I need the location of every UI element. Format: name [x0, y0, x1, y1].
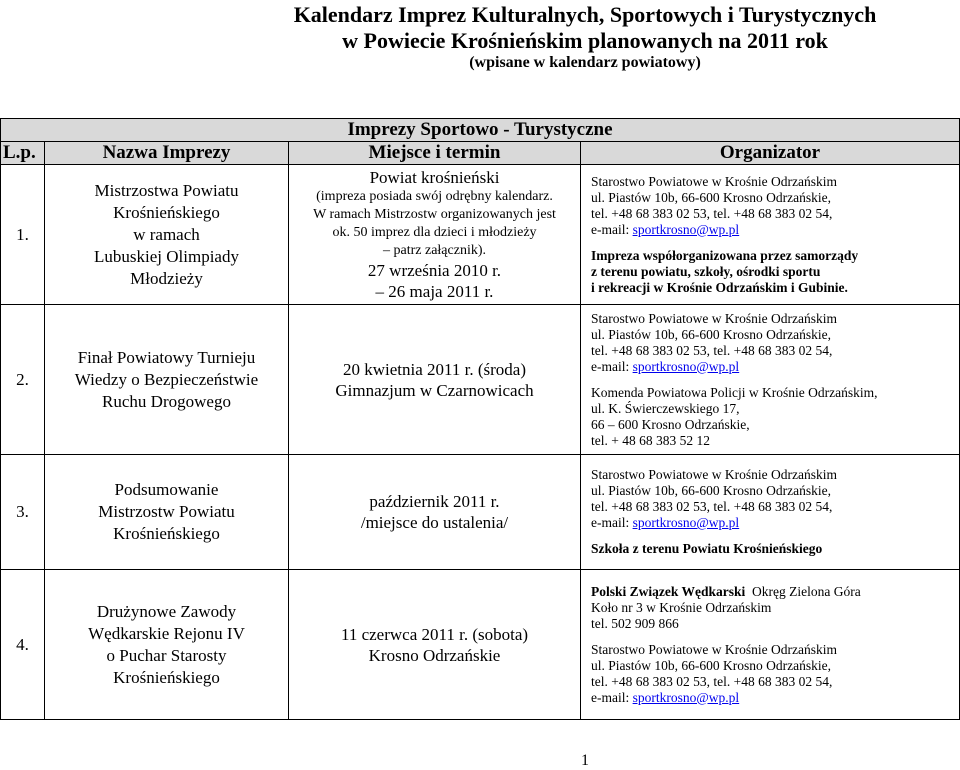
- events-table: [0, 118, 960, 720]
- org-line: ul. Piastów 10b, 66-600 Krosno Odrzańskie,: [591, 189, 831, 205]
- org-pzw-district: Okręg Zielona Góra: [745, 583, 861, 599]
- row-number: 2.: [1, 305, 45, 455]
- org-line: Komenda Powiatowa Policji w Krośnie Odrzańskim,: [591, 384, 878, 400]
- event-place: [289, 570, 581, 720]
- col-header-organizer: Organizator: [581, 142, 960, 165]
- org-line: Starostwo Powiatowe w Krośnie Odrzańskim: [591, 641, 837, 657]
- event-name-line: Mistrzostw Powiatu: [98, 502, 235, 521]
- place-line: 11 czerwca 2011 r. (sobota): [340, 624, 529, 644]
- org-line: Starostwo Powiatowe w Krośnie Odrzańskim: [591, 173, 837, 189]
- event-place: [289, 455, 581, 570]
- event-name: [45, 455, 289, 570]
- place-line: Krosno Odrzańskie: [368, 645, 501, 665]
- org-line: ul. Piastów 10b, 66-600 Krosno Odrzańskie,: [591, 657, 831, 673]
- event-name-line: o Puchar Starosty: [106, 645, 227, 665]
- page-number: 1: [581, 752, 589, 769]
- email-link[interactable]: sportkrosno@wp.pl: [632, 689, 740, 705]
- event-name-line: Drużynowe Zawody: [96, 601, 237, 621]
- place-note: W ramach Mistrzostw organizowanych jest: [313, 207, 556, 222]
- event-name-line: Podsumowanie: [114, 480, 219, 499]
- event-name-line: Finał Powiatowy Turnieju: [77, 347, 256, 367]
- org-line: tel. +48 68 383 02 53, tel. +48 68 383 02 54,: [591, 205, 833, 221]
- org-line: ul. Piastów 10b, 66-600 Krosno Odrzańskie,: [591, 326, 831, 342]
- place-line: Powiat krośnieński: [369, 168, 500, 187]
- org-line: [591, 584, 959, 600]
- org-line: ul. Piastów 10b, 66-600 Krosno Odrzańskie,: [591, 483, 831, 498]
- email-label: e-mail:: [591, 358, 633, 374]
- section-header-row: [1, 119, 960, 142]
- org-email-line: [591, 359, 959, 375]
- email-label: e-mail:: [591, 515, 633, 530]
- event-name-line: Wędkarskie Rejonu IV: [88, 623, 245, 643]
- org-email-line: [591, 222, 959, 238]
- email-label: e-mail:: [591, 689, 633, 705]
- email-link[interactable]: sportkrosno@wp.pl: [632, 221, 740, 237]
- table-row: [1, 165, 960, 305]
- org-pzw-name: Polski Związek Wędkarski: [591, 583, 746, 599]
- org-line: ul. K. Świerczewskiego 17,: [591, 400, 740, 416]
- org-line: 66 – 600 Krosno Odrzańskie,: [591, 416, 750, 432]
- org-line: Starostwo Powiatowe w Krośnie Odrzańskim: [591, 467, 837, 482]
- event-name: [45, 570, 289, 720]
- section-title: Imprezy Sportowo - Turystyczne: [1, 119, 960, 142]
- org-note: z terenu powiatu, szkoły, ośrodki sportu: [591, 263, 821, 279]
- org-line: tel. +48 68 383 02 53, tel. +48 68 383 02 54,: [591, 342, 833, 358]
- org-line: Starostwo Powiatowe w Krośnie Odrzańskim: [591, 310, 837, 326]
- event-name-line: Młodzieży: [130, 268, 203, 288]
- col-header-place: Miejsce i termin: [289, 142, 581, 165]
- document-title-line2: w Powiecie Krośnieńskim planowanych na 2011 rok: [342, 28, 828, 53]
- table-row: [1, 455, 960, 570]
- event-name: [45, 305, 289, 455]
- org-note: Szkoła z terenu Powiatu Krośnieńskiego: [591, 541, 823, 556]
- org-line: tel. 502 909 866: [591, 615, 679, 631]
- place-date: 27 września 2010 r.: [367, 261, 502, 280]
- event-name-line: Krośnieńskiego: [113, 202, 220, 222]
- event-name-line: Krośnieńskiego: [113, 524, 220, 543]
- event-place: [289, 165, 581, 305]
- place-date: – 26 maja 2011 r.: [375, 282, 494, 301]
- place-line: październik 2011 r.: [369, 492, 500, 511]
- email-link[interactable]: sportkrosno@wp.pl: [632, 515, 740, 530]
- table-row: [1, 570, 960, 720]
- event-name: [45, 165, 289, 305]
- email-link[interactable]: sportkrosno@wp.pl: [632, 358, 740, 374]
- col-header-lp: L.p.: [1, 142, 45, 165]
- row-number: 3.: [1, 455, 45, 570]
- event-name-line: Lubuskiej Olimpiady: [94, 246, 239, 266]
- table-row: [1, 305, 960, 455]
- col-header-name: Nazwa Imprezy: [45, 142, 289, 165]
- document-subtitle: (wpisane w kalendarz powiatowy): [469, 54, 701, 71]
- column-header-row: [1, 142, 960, 165]
- event-organizer: [581, 165, 960, 305]
- org-note: i rekreacji w Krośnie Odrzańskim i Gubinie.: [591, 279, 848, 295]
- event-organizer: [581, 570, 960, 720]
- place-note: ok. 50 imprez dla dzieci i młodzieży: [332, 225, 537, 240]
- org-email-line: [591, 515, 959, 531]
- event-organizer: [581, 455, 960, 570]
- row-number: 4.: [1, 570, 45, 720]
- event-name-line: w ramach: [133, 224, 200, 244]
- event-name-line: Mistrzostwa Powiatu: [94, 180, 239, 200]
- place-note: (impreza posiada swój odrębny kalendarz.: [316, 189, 553, 204]
- event-place: [289, 305, 581, 455]
- org-line: Koło nr 3 w Krośnie Odrzańskim: [591, 599, 772, 615]
- place-line: 20 kwietnia 2011 r. (środa): [342, 359, 527, 379]
- place-line: Gimnazjum w Czarnowicach: [335, 380, 534, 400]
- org-line: tel. +48 68 383 02 53, tel. +48 68 383 02 54,: [591, 499, 833, 514]
- event-name-line: Wiedzy o Bezpieczeństwie: [74, 369, 259, 389]
- org-line: tel. + 48 68 383 52 12: [591, 432, 710, 448]
- document-title-line1: Kalendarz Imprez Kulturalnych, Sportowych i Turystycznych: [293, 2, 877, 27]
- email-label: e-mail:: [591, 221, 633, 237]
- event-name-line: Krośnieńskiego: [113, 667, 220, 687]
- row-number: 1.: [1, 165, 45, 305]
- org-note: Impreza współorganizowana przez samorządy: [591, 247, 859, 263]
- place-note: – patrz załącznik).: [383, 243, 486, 258]
- org-email-line: [591, 690, 959, 706]
- place-line: /miejsce do ustalenia/: [360, 513, 509, 532]
- event-name-line: Ruchu Drogowego: [102, 391, 231, 411]
- event-organizer: [581, 305, 960, 455]
- org-line: tel. +48 68 383 02 53, tel. +48 68 383 02 54,: [591, 673, 833, 689]
